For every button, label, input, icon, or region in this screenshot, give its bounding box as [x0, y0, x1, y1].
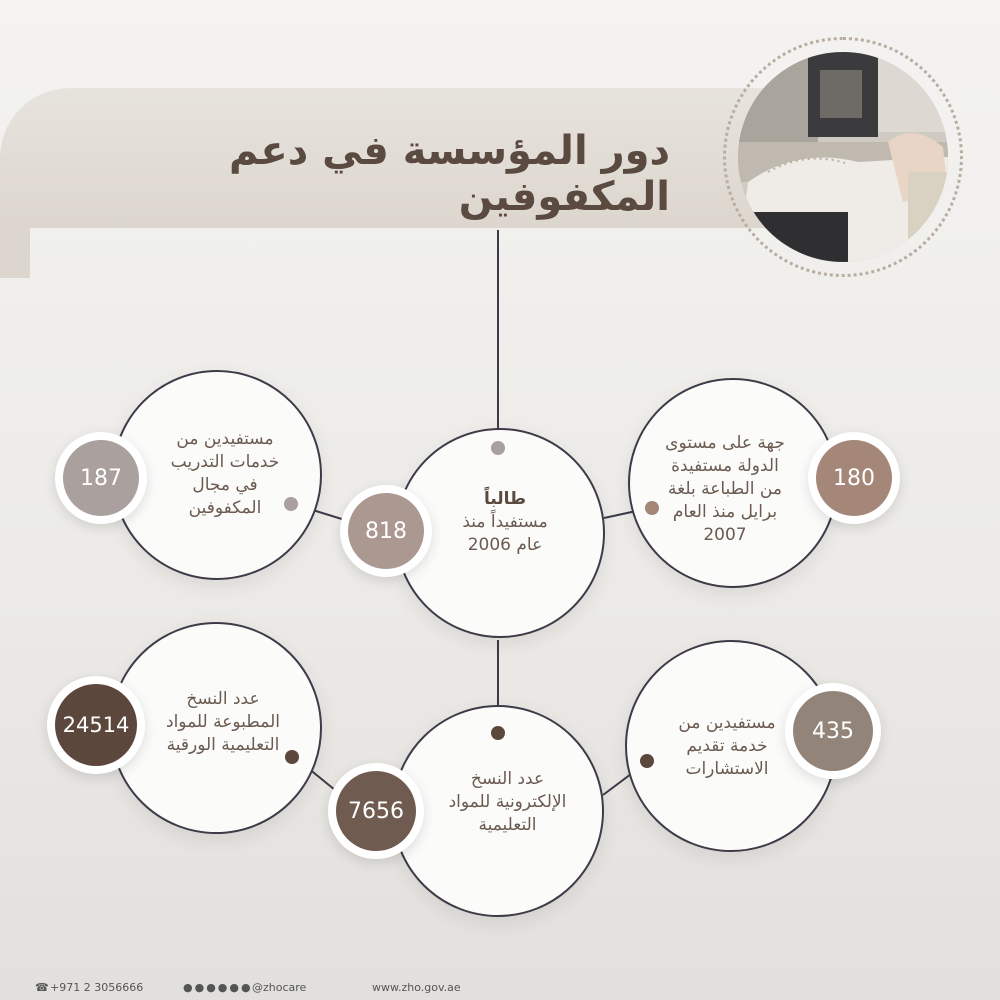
- consultations-text: [652, 712, 802, 781]
- text-line: في مجال: [192, 474, 258, 495]
- badge-value: 435: [793, 691, 873, 771]
- connector-dot: [285, 750, 299, 764]
- phone-number: +971 2 3056666: [50, 981, 144, 994]
- text-line: الإلكترونية للمواد: [448, 791, 567, 812]
- page-title: دور المؤسسة في دعم المكفوفين: [229, 128, 670, 220]
- badge-435: [785, 683, 881, 779]
- text-line: خدمة تقديم: [686, 735, 768, 756]
- connector-dot: [645, 501, 659, 515]
- connector-dot: [491, 726, 505, 740]
- text-line: الاستشارات: [685, 758, 769, 779]
- connector-dot: [640, 754, 654, 768]
- badge-180: [808, 432, 900, 524]
- text-line: المكفوفين: [188, 497, 262, 518]
- electronic-copies-text: [430, 768, 585, 837]
- badge-value: 180: [816, 440, 892, 516]
- text-line: التعليمية الورقية: [166, 734, 280, 755]
- footer-bar: [0, 975, 1000, 1000]
- printed-copies-text: [148, 688, 298, 757]
- badge-818: [340, 485, 432, 577]
- text-line: من الطباعة بلغة: [668, 478, 782, 499]
- text-line: مستفيدين من: [678, 713, 776, 733]
- badge-value: 7656: [336, 771, 416, 851]
- text-line: عام 2006: [467, 534, 543, 555]
- text-line: برايل منذ العام: [672, 501, 778, 522]
- badge-7656: [328, 763, 424, 859]
- text-line: عدد النسخ: [186, 689, 260, 709]
- whatsapp-icon[interactable]: ☎: [35, 981, 49, 994]
- badge-24514: [47, 676, 145, 774]
- training-beneficiaries-text: [150, 428, 300, 520]
- text-line: خدمات التدريب: [170, 451, 280, 472]
- text-line: الدولة مستفيدة: [671, 455, 779, 476]
- text-line: عدد النسخ: [470, 769, 545, 789]
- students-text: [430, 488, 580, 557]
- text-line: جهة على مستوى: [665, 433, 785, 453]
- badge-187: [55, 432, 147, 524]
- printing-entities-text: [650, 432, 800, 547]
- social-handle[interactable]: @zhocare: [252, 981, 307, 994]
- website-link[interactable]: www.zho.gov.ae: [372, 981, 461, 994]
- text-line: المطبوعة للمواد: [166, 711, 280, 732]
- badge-value: 818: [348, 493, 424, 569]
- text-line: التعليمية: [478, 814, 537, 835]
- badge-value: 24514: [55, 684, 137, 766]
- connector-dot: [491, 441, 505, 455]
- text-heading: طالباً: [483, 489, 527, 509]
- text-line: 2007: [703, 524, 747, 545]
- connector-dot: [284, 497, 298, 511]
- social-icons[interactable]: ●●●●●●: [183, 981, 253, 994]
- text-line: مستفيدين من: [176, 429, 274, 449]
- badge-value: 187: [63, 440, 139, 516]
- text-line: مستفيداً منذ: [462, 511, 548, 532]
